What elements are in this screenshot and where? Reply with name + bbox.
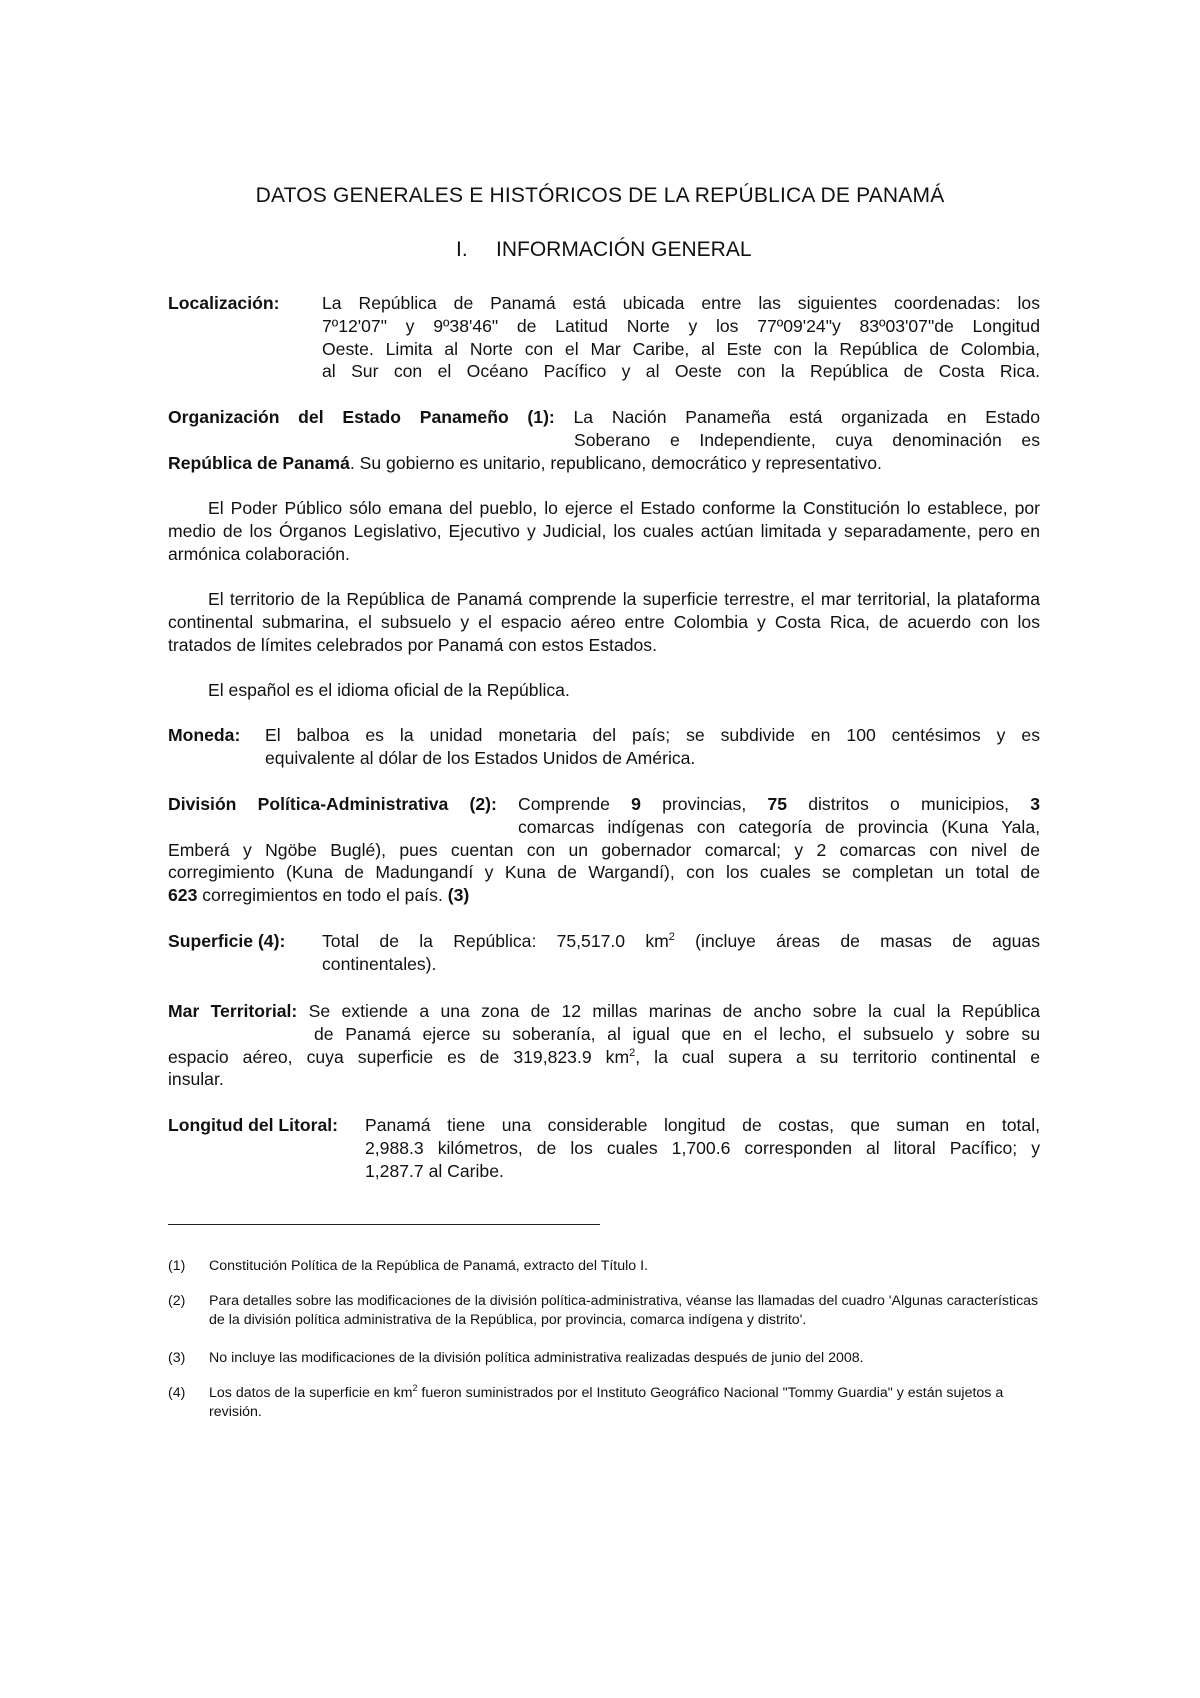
- mar-territorial-block: Mar Territorial: Se extiende a una zona de 12 millas marinas de ancho sobre la cual la República de Panamá ejerce su soberanía, al igual que en el lecho, el subsuelo y sobre su espacio aéreo, cuya superficie es de 319,823.9 $km^2$, la cual supera a su territorio continental e insular.: [168, 1001, 1041, 1090]
- litoral-text: Panamá tiene una considerable longitud de costas, que suman en total, 2,988.3 kilómetros, de los cuales 1,700.6 corresponden al litoral Pacífico; y 1,287.7 al Caribe.: [365, 1115, 1040, 1181]
- document-title: DATOS GENERALES E HISTÓRICOS DE LA REPÚBLICA DE PANAMÁ: [255, 184, 945, 207]
- organizacion-label: Organización del Estado Panameño (1):: [168, 407, 555, 427]
- division-label: División Política-Administrativa (2):: [168, 794, 497, 814]
- mar-territorial-label: Mar Territorial:: [168, 1001, 298, 1021]
- moneda-text: El balboa es la unidad monetaria del país; se subdivide en 100 centésimos y es equivalente al dólar de los Estados Unidos de América.: [265, 725, 1040, 768]
- localizacion-text: La República de Panamá está ubicada entre las siguientes coordenadas: los 7º12'07" y 9º38'46" de Latitud Norte y los 77º09'24"y 83º03'07"de Longitud Oeste. Limita al Norte con el Mar Caribe, al Este con la República de Colombia, al Sur con el Océano Pacífico y al Oeste con la República de Costa Rica.: [322, 293, 1040, 382]
- republica-name: República de Panamá: [168, 452, 350, 473]
- paragraph-poder: El Poder Público sólo emana del pueblo, lo ejerce el Estado conforme la Constitución lo establece, por medio de los Órganos Legislativo, Ejecutivo y Judicial, los cuales actúan limitada y separadamente, pero en armónica colaboración.: [168, 498, 1040, 564]
- footnote-2: (2) Para detalles sobre las modificaciones de la división política-administrativa, véanse las llamadas del cuadro 'Algunas características de la división política administrativa de la República, por provincia, comarca indígena y distrito'.: [168, 1293, 1039, 1328]
- organizacion-block: Organización del Estado Panameño (1): La Nación Panameña está organizada en Estado Soberano e Independiente, cuya denominación es República de Panamá. Su gobierno es unitario, republicano, democrático y representativo.: [168, 407, 1040, 473]
- footnote-4: (4) Los datos de la superficie en $km^2$ fueron suministrados por el Instituto Geográfico Nacional "Tommy Guardia" y están sujetos a revisión.: [168, 1383, 1004, 1420]
- footnote-1: (1) Constitución Política de la República de Panamá, extracto del Título I.: [168, 1258, 649, 1274]
- paragraph-territorio: El territorio de la República de Panamá comprende la superficie terrestre, el mar territorial, la plataforma continental submarina, el subsuelo y el espacio aéreo entre Colombia y Costa Rica, de acuerdo con los tratados de límites celebrados por Panamá con estos Estados.: [168, 589, 1040, 655]
- footnote-3: (3) No incluye las modificaciones de la división política administrativa realizadas después de junio del 2008.: [168, 1350, 864, 1366]
- moneda-label: Moneda:: [168, 725, 241, 745]
- section-title: INFORMACIÓN GENERAL: [496, 238, 752, 261]
- superficie-label: Superficie (4):: [168, 931, 286, 951]
- litoral-label: Longitud del Litoral:: [168, 1115, 339, 1135]
- paragraph-espanol: El español es el idioma oficial de la República.: [208, 680, 570, 700]
- footnote-separator: [168, 1224, 600, 1225]
- section-heading: [456, 238, 752, 262]
- division-block: División Política-Administrativa (2): Comprende 9 provincias, 75 distritos o municipios, 3 comarcas indígenas con categoría de provincia (Kuna Yala, Emberá y Ngöbe Buglé), pues cuentan con un gobernador comarcal; y 2 comarcas con nivel de corregimiento (Kuna de Madungandí y Kuna de Wargandí), con los cuales se completan un total de 623 corregimientos en todo el país. (3): [168, 794, 1040, 906]
- section-number: I.: [456, 238, 468, 261]
- superficie-text: Total de la República: 75,517.0 $km^2$ (incluye áreas de masas de aguas continentales).: [322, 931, 1041, 974]
- localizacion-label: Localización:: [168, 293, 280, 313]
